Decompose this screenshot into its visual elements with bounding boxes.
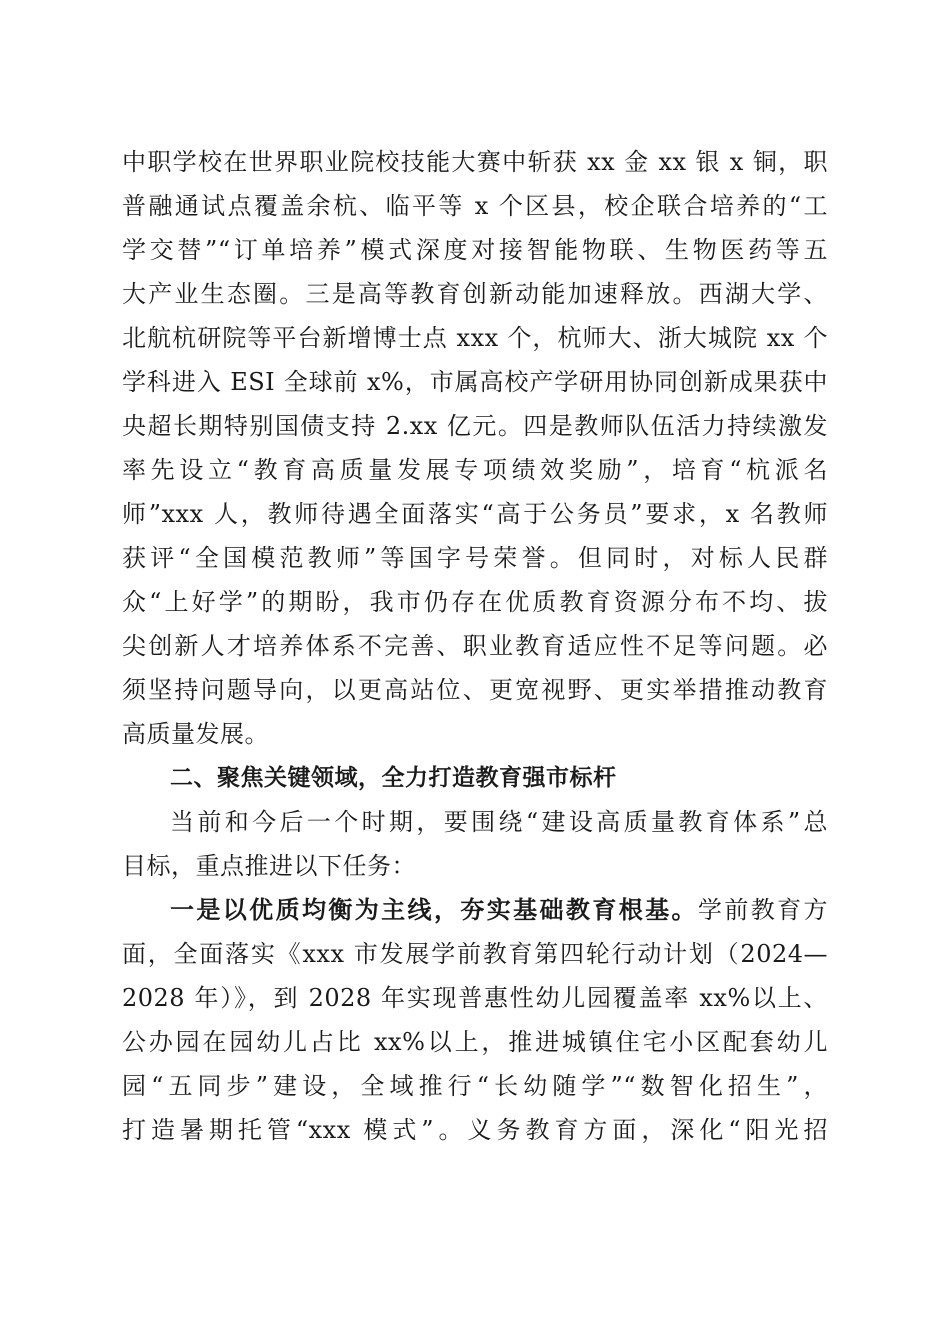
paragraph-line: 师”xxx 人，教师待遇全面落实“高于公务员”要求，x 名教师	[122, 500, 828, 528]
paragraph-line: 目标，重点推进以下任务：	[122, 852, 416, 880]
paragraph-line: 尖创新人才培养体系不完善、职业教育适应性不足等问题。必	[122, 632, 828, 660]
paragraph-line: 普融通试点覆盖余杭、临平等 x 个区县，校企联合培养的“工	[122, 192, 828, 220]
section-heading: 二、聚焦关键领域，全力打造教育强市标杆	[170, 765, 617, 791]
paragraph-lead-sentence: 一是以优质均衡为主线，夯实基础教育根基。	[170, 895, 698, 924]
paragraph-line: 须坚持问题导向，以更高站位、更宽视野、更实举措推动教育	[122, 676, 828, 704]
paragraph-line: 学科进入 ESI 全球前 x%，市属高校产学研用协同创新成果获中	[122, 368, 828, 396]
paragraph-line: 央超长期特别国债支持 2.xx 亿元。四是教师队伍活力持续激发	[122, 412, 828, 440]
paragraph-line: 中职学校在世界职业院校技能大赛中斩获 xx 金 xx 银 x 铜，职	[122, 148, 828, 176]
paragraph-line: 当前和今后一个时期，要围绕“建设高质量教育体系”总	[170, 808, 828, 836]
document-body	[122, 140, 828, 1152]
paragraph-line: 率先设立“教育高质量发展专项绩效奖励”，培育“杭派名	[122, 456, 828, 484]
paragraph-intro	[122, 800, 828, 888]
paragraph-line: 园“五同步”建设，全域推行“长幼随学”“数智化招生”，	[122, 1072, 828, 1100]
paragraph-line: 2028 年）》，到 2028 年实现普惠性幼儿园覆盖率 xx%以上、	[122, 984, 828, 1012]
paragraph-basic-education	[122, 888, 828, 1152]
paragraph-line: 公办园在园幼儿占比 xx%以上，推进城镇住宅小区配套幼儿	[122, 1028, 828, 1056]
paragraph-line: 高质量发展。	[122, 720, 269, 748]
paragraph-line	[122, 888, 828, 932]
paragraph-achievements	[122, 140, 828, 756]
paragraph-line-rest: 学前教育方	[697, 896, 828, 924]
paragraph-line: 众“上好学”的期盼，我市仍存在优质教育资源分布不均、拔	[122, 588, 828, 616]
paragraph-line: 大产业生态圈。三是高等教育创新动能加速释放。西湖大学、	[122, 280, 828, 308]
paragraph-line: 打造暑期托管“xxx 模式”。义务教育方面，深化“阳光招	[122, 1116, 828, 1144]
paragraph-line: 北航杭研院等平台新增博士点 xxx 个，杭师大、浙大城院 xx 个	[122, 324, 828, 352]
paragraph-line: 获评“全国模范教师”等国字号荣誉。但同时，对标人民群	[122, 544, 828, 572]
paragraph-line: 面，全面落实《xxx 市发展学前教育第四轮行动计划（2024—	[122, 940, 828, 968]
paragraph-line: 学交替”“订单培养”模式深度对接智能物联、生物医药等五	[122, 236, 828, 264]
